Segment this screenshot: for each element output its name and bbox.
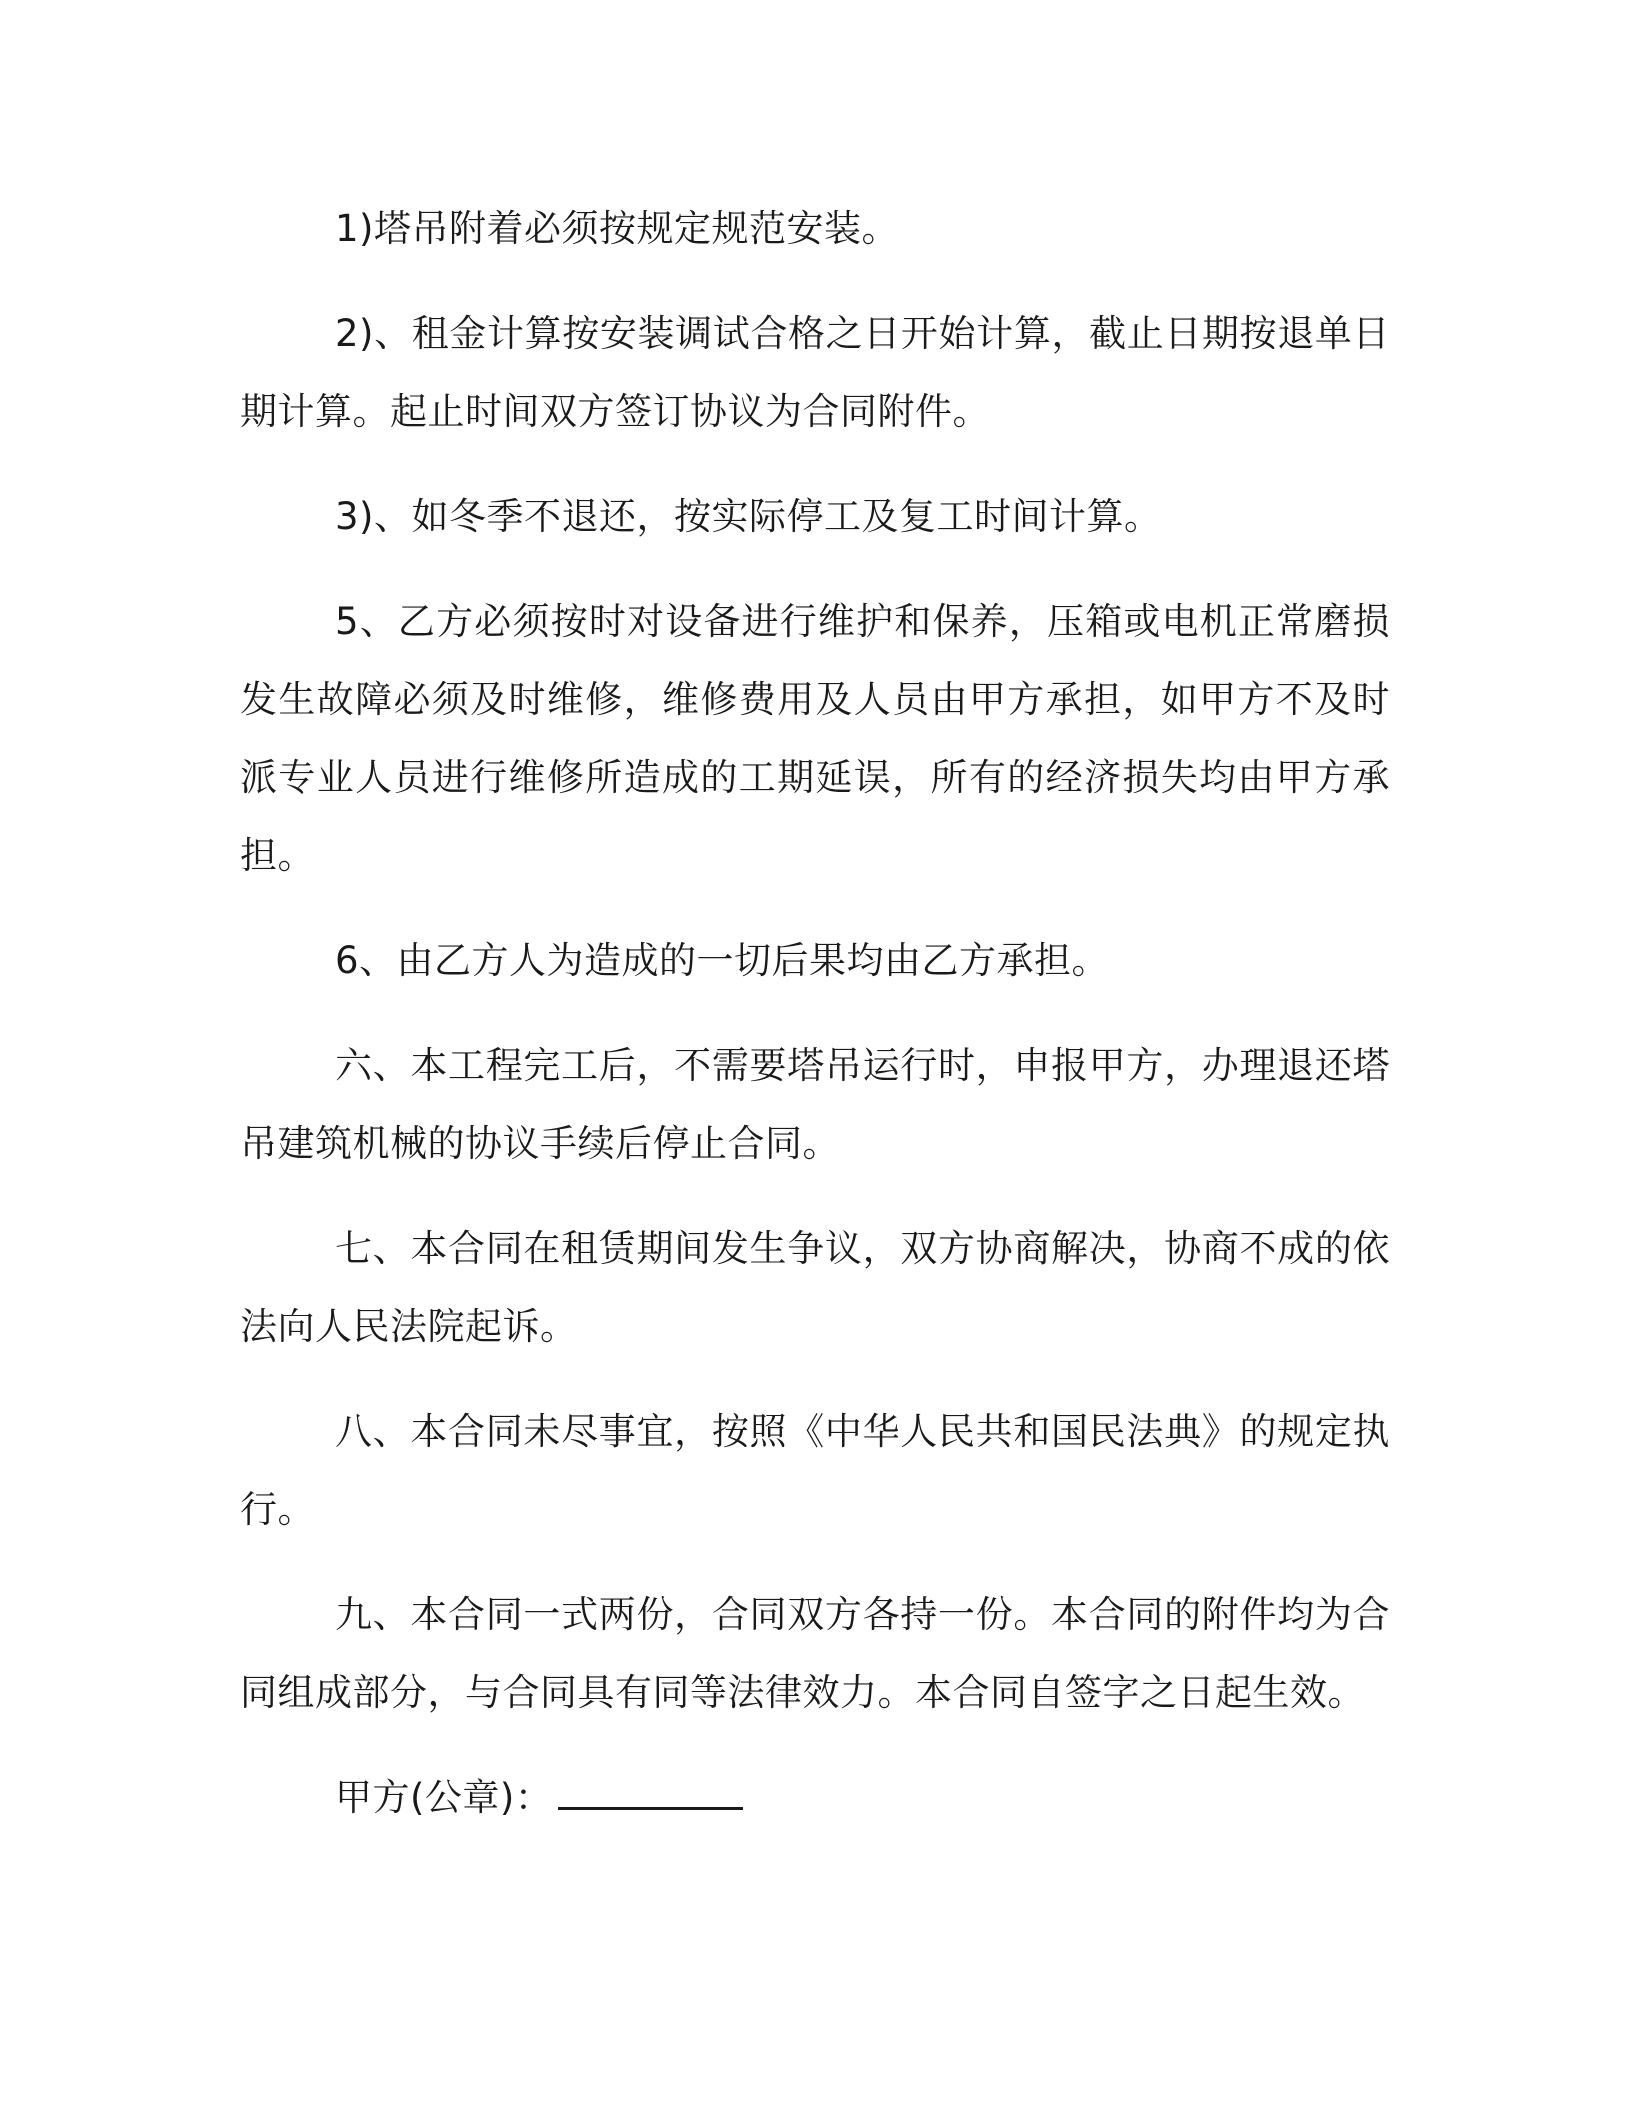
clause-maintenance: 5、乙方必须按时对设备进行维护和保养，压箱或电机正常磨损发生故障必须及时维修，维修费用及人员由甲方承担，如甲方不及时派专业人员进行维修所造成的工期延误，所有的经济损失均由甲方承担。 bbox=[240, 600, 1390, 877]
clause-nine-copies: 九、本合同一式两份，合同双方各持一份。本合同的附件均为合同组成部分，与合同具有同等法律效力。本合同自签字之日起生效。 bbox=[240, 1593, 1390, 1714]
document-body bbox=[240, 190, 1390, 1837]
clause-six-termination: 六、本工程完工后，不需要塔吊运行时，申报甲方，办理退还塔吊建筑机械的协议手续后停止合同。 bbox=[240, 1044, 1390, 1165]
clause-rent-calculation: 2)、租金计算按安装调试合格之日开始计算，截止日期按退单日期计算。起止时间双方签订协议为合同附件。 bbox=[240, 312, 1390, 433]
clause-winter-return: 3)、如冬季不退还，按实际停工及复工时间计算。 bbox=[335, 495, 1162, 538]
signature-blank bbox=[558, 1777, 743, 1810]
party-a-signature-line bbox=[240, 1759, 1390, 1837]
party-a-signature-label: 甲方(公章)： bbox=[335, 1776, 553, 1819]
clause-tower-crane-attachment: 1)塔吊附着必须按规定规范安装。 bbox=[335, 207, 899, 250]
clause-seven-dispute: 七、本合同在租赁期间发生争议，双方协商解决，协商不成的依法向人民法院起诉。 bbox=[240, 1227, 1390, 1348]
clause-party-b-liability: 6、由乙方人为造成的一切后果均由乙方承担。 bbox=[335, 939, 1110, 982]
clause-eight-civil-code: 八、本合同未尽事宜，按照《中华人民共和国民法典》的规定执行。 bbox=[240, 1410, 1390, 1531]
